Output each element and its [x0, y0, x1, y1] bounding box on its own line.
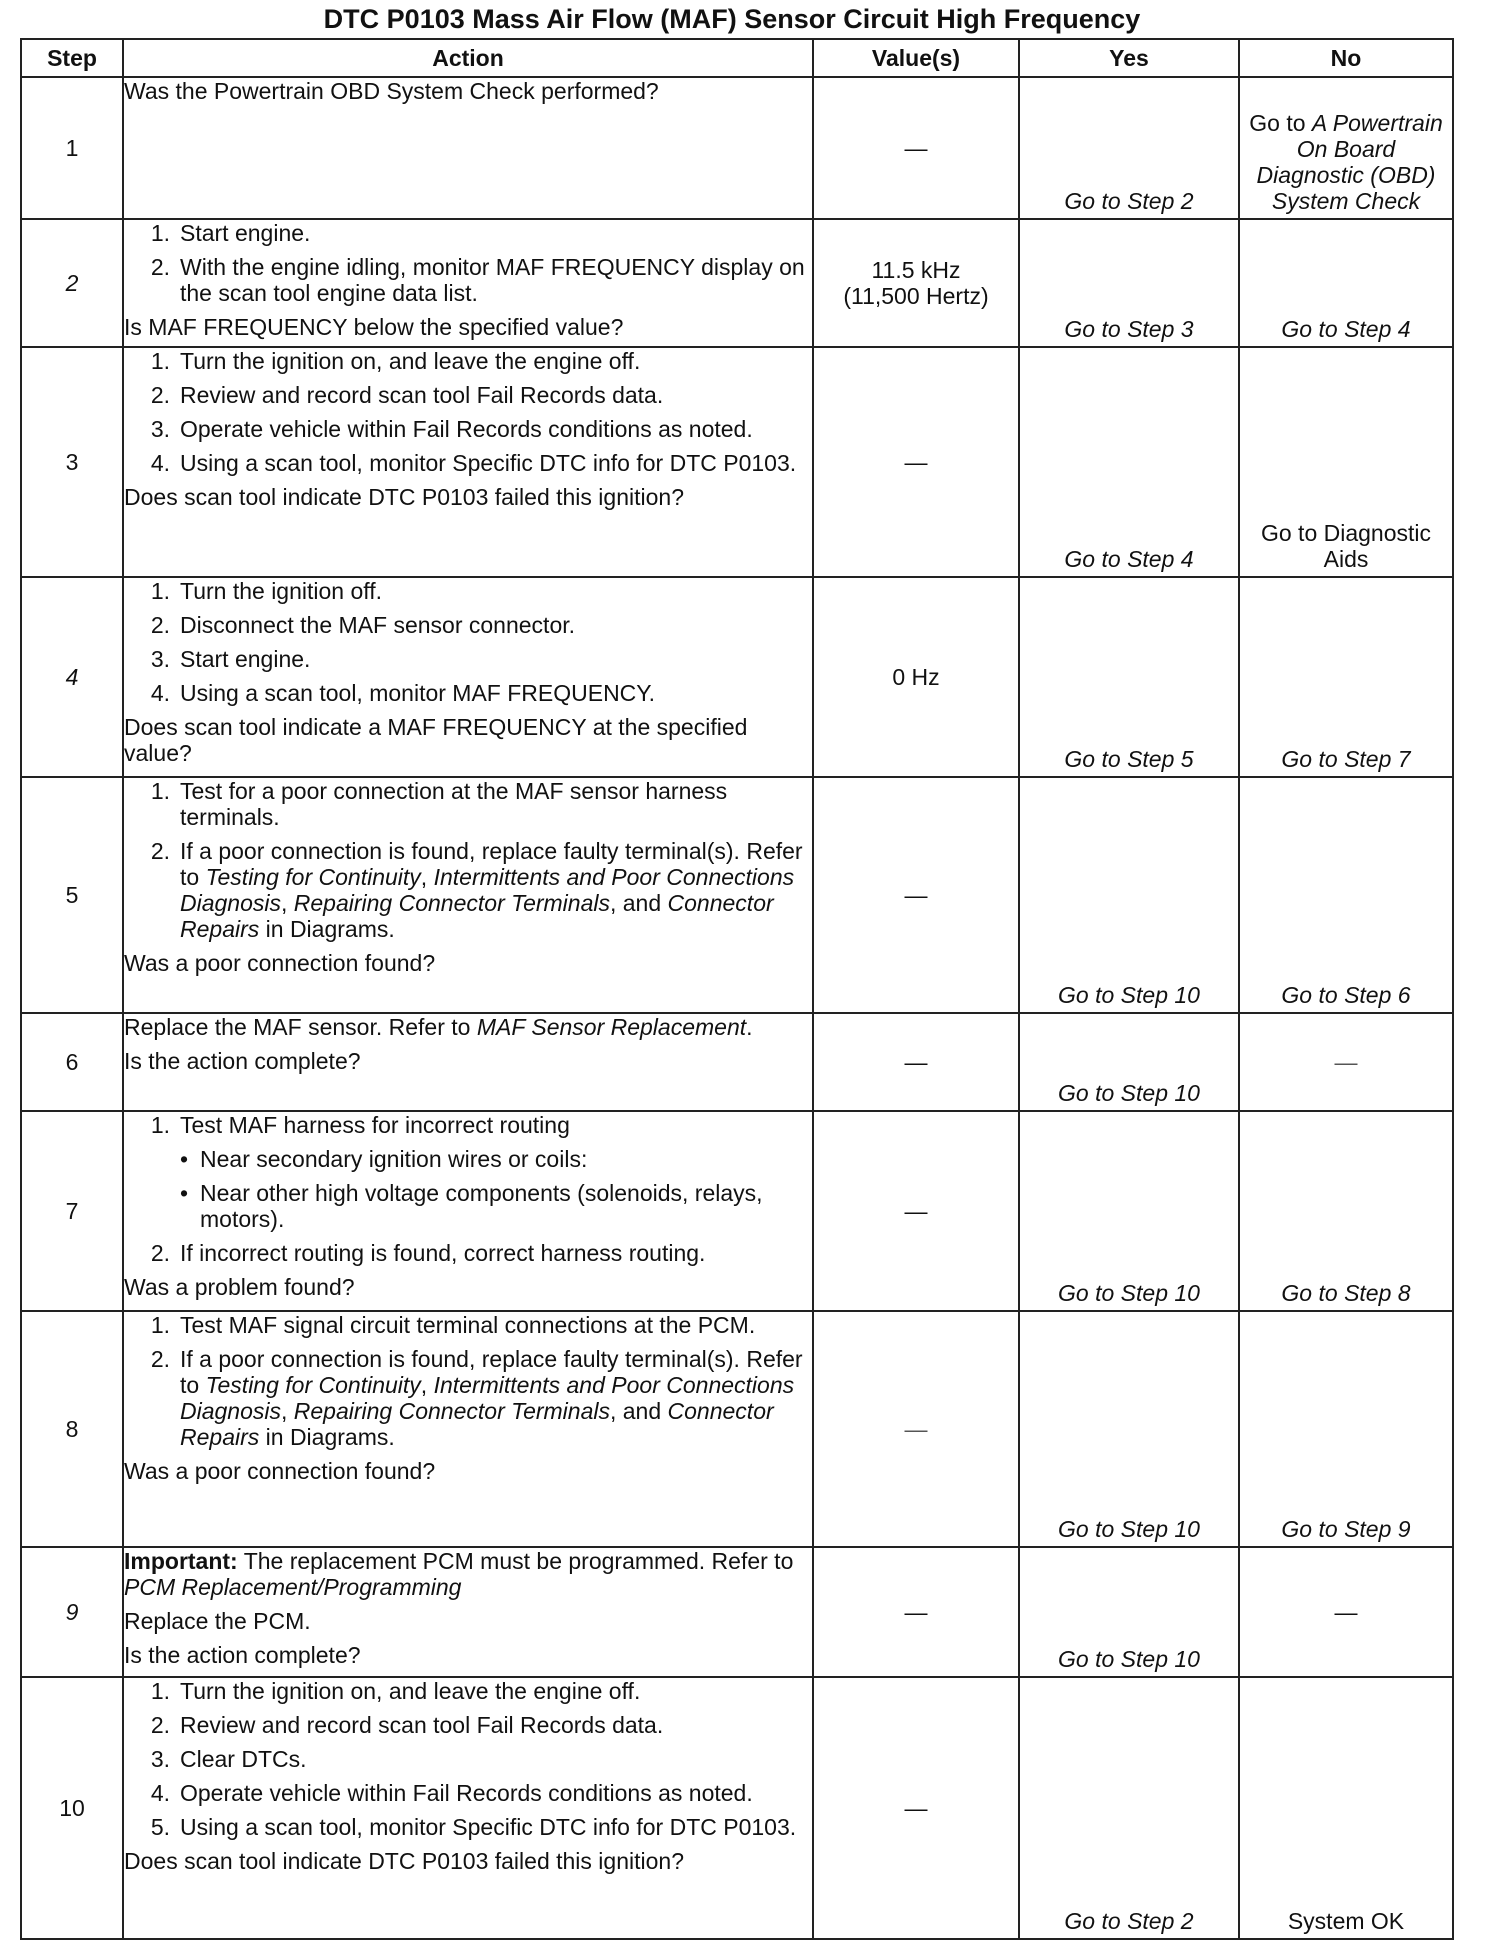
- table-row-step-2: [21, 219, 1453, 347]
- action-item: 2. Review and record scan tool Fail Records data.: [150, 382, 664, 408]
- diagnostic-table: [20, 38, 1454, 1940]
- action-cell: [123, 347, 813, 577]
- no-link: A Powertrain On Board Diagnostic (OBD) System Check: [1256, 110, 1443, 214]
- table-row-step-8: [21, 1311, 1453, 1547]
- step-number: 9: [21, 1547, 123, 1677]
- yes-cell: Go to Step 5: [1019, 577, 1239, 777]
- value-cell: —: [813, 1111, 1019, 1311]
- action-item: 4. Using a scan tool, monitor Specific DTC info for DTC P0103.: [150, 450, 797, 476]
- value-line: (11,500 Hertz): [843, 283, 989, 309]
- no-cell: [1239, 77, 1453, 219]
- step-number: 4: [21, 577, 123, 777]
- no-cell: Go to Step 8: [1239, 1111, 1453, 1311]
- action-text: Replace the PCM.: [124, 1608, 311, 1634]
- step-number: 3: [21, 347, 123, 577]
- header-no: No: [1239, 39, 1453, 77]
- question-text: Is the action complete?: [124, 1642, 361, 1668]
- header-action: Action: [123, 39, 813, 77]
- no-cell: Go to Step 9: [1239, 1311, 1453, 1547]
- value-cell: —: [813, 1311, 1019, 1547]
- value-cell: —: [813, 1677, 1019, 1939]
- action-cell: [123, 1311, 813, 1547]
- table-row-step-3: [21, 347, 1453, 577]
- action-item: 1. Turn the ignition on, and leave the engine off.: [150, 1678, 641, 1704]
- action-item: 5. Using a scan tool, monitor Specific DTC info for DTC P0103.: [150, 1814, 797, 1840]
- action-item: 2. Disconnect the MAF sensor connector.: [150, 612, 576, 638]
- question-text: Does scan tool indicate a MAF FREQUENCY at the specified value?: [124, 714, 748, 766]
- action-text: Replace the MAF sensor. Refer to MAF Sensor Replacement.: [124, 1014, 753, 1040]
- question-text: Was a poor connection found?: [124, 1458, 436, 1484]
- yes-cell: Go to Step 10: [1019, 1013, 1239, 1111]
- step-number: 7: [21, 1111, 123, 1311]
- header-yes: Yes: [1019, 39, 1239, 77]
- action-item: 3. Start engine.: [150, 646, 311, 672]
- no-cell: Go to Diagnostic Aids: [1239, 347, 1453, 577]
- action-item: 2. With the engine idling, monitor MAF FREQUENCY display on the scan tool engine data list.: [150, 254, 805, 306]
- action-item: 1. Test MAF harness for incorrect routing: [150, 1112, 570, 1138]
- table-row-step-10: [21, 1677, 1453, 1939]
- question-text: Does scan tool indicate DTC P0103 failed this ignition?: [124, 1848, 684, 1874]
- action-cell: [123, 219, 813, 347]
- step-number: 10: [21, 1677, 123, 1939]
- action-item: 1. Test for a poor connection at the MAF sensor harness terminals.: [150, 778, 728, 830]
- page-title: DTC P0103 Mass Air Flow (MAF) Sensor Circuit High Frequency: [323, 4, 1141, 34]
- action-cell: [123, 577, 813, 777]
- action-item: 2. Review and record scan tool Fail Records data.: [150, 1712, 664, 1738]
- action-item: 2. If a poor connection is found, replace faulty terminal(s). Refer to Testing for Continuity, Intermittents and Poor Connections Diagnosis, Repairing Connector Terminals, and Connector Repairs in Diagrams.: [150, 838, 803, 942]
- question-text: Is MAF FREQUENCY below the specified value?: [124, 314, 624, 340]
- action-item: 1. Turn the ignition on, and leave the engine off.: [150, 348, 641, 374]
- question-text: Is the action complete?: [124, 1048, 361, 1074]
- no-prefix: Go to: [1249, 110, 1312, 136]
- table-row-step-7: [21, 1111, 1453, 1311]
- value-cell: —: [813, 1547, 1019, 1677]
- action-item: 2. If incorrect routing is found, correct harness routing.: [150, 1240, 706, 1266]
- value-cell: [813, 219, 1019, 347]
- bullet-item: • Near other high voltage components (solenoids, relays, motors).: [180, 1180, 763, 1232]
- table-row-step-5: [21, 777, 1453, 1013]
- no-cell: System OK: [1239, 1677, 1453, 1939]
- table-row-step-9: [21, 1547, 1453, 1677]
- no-cell: —: [1239, 1013, 1453, 1111]
- value-cell: —: [813, 77, 1019, 219]
- action-cell: [123, 777, 813, 1013]
- no-cell: Go to Step 7: [1239, 577, 1453, 777]
- no-cell: Go to Step 4: [1239, 219, 1453, 347]
- action-cell: [123, 1111, 813, 1311]
- yes-cell: Go to Step 10: [1019, 1111, 1239, 1311]
- value-cell: —: [813, 1013, 1019, 1111]
- yes-cell: Go to Step 10: [1019, 1311, 1239, 1547]
- step-number: 2: [21, 219, 123, 347]
- action-cell: [123, 1013, 813, 1111]
- step-number: 1: [21, 77, 123, 219]
- action-item: 3. Operate vehicle within Fail Records conditions as noted.: [150, 416, 753, 442]
- step-number: 6: [21, 1013, 123, 1111]
- action-item: 1. Turn the ignition off.: [150, 578, 383, 604]
- action-item: 1. Start engine.: [150, 220, 311, 246]
- table-row-step-6: [21, 1013, 1453, 1111]
- value-cell: —: [813, 777, 1019, 1013]
- yes-cell: Go to Step 3: [1019, 219, 1239, 347]
- no-cell: —: [1239, 1547, 1453, 1677]
- action-cell: [123, 1677, 813, 1939]
- yes-cell: Go to Step 10: [1019, 1547, 1239, 1677]
- header-step: Step: [21, 39, 123, 77]
- table-row-step-1: [21, 77, 1453, 219]
- bullet-item: • Near secondary ignition wires or coils:: [180, 1146, 588, 1172]
- question-text: Was the Powertrain OBD System Check performed?: [124, 78, 659, 104]
- no-cell: Go to Step 6: [1239, 777, 1453, 1013]
- value-cell: —: [813, 347, 1019, 577]
- question-text: Does scan tool indicate DTC P0103 failed this ignition?: [124, 484, 684, 510]
- value-line: 11.5 kHz: [871, 257, 961, 283]
- value-cell: 0 Hz: [813, 577, 1019, 777]
- action-item: 3. Clear DTCs.: [150, 1746, 307, 1772]
- step-number: 5: [21, 777, 123, 1013]
- header-values: Value(s): [813, 39, 1019, 77]
- table-header-row: [21, 39, 1453, 77]
- action-item: 2. If a poor connection is found, replace faulty terminal(s). Refer to Testing for Continuity, Intermittents and Poor Connections Diagnosis, Repairing Connector Terminals, and Connector Repairs in Diagrams.: [150, 1346, 803, 1450]
- action-cell: [123, 77, 813, 219]
- question-text: Was a poor connection found?: [124, 950, 436, 976]
- yes-cell: Go to Step 2: [1019, 77, 1239, 219]
- yes-cell: Go to Step 10: [1019, 777, 1239, 1013]
- action-item: 1. Test MAF signal circuit terminal connections at the PCM.: [150, 1312, 756, 1338]
- question-text: Was a problem found?: [124, 1274, 355, 1300]
- important-note: Important: The replacement PCM must be programmed. Refer to PCM Replacement/Programming: [124, 1548, 794, 1600]
- action-cell: [123, 1547, 813, 1677]
- table-row-step-4: [21, 577, 1453, 777]
- action-item: 4. Using a scan tool, monitor MAF FREQUENCY.: [150, 680, 656, 706]
- yes-cell: Go to Step 4: [1019, 347, 1239, 577]
- yes-cell: Go to Step 2: [1019, 1677, 1239, 1939]
- step-number: 8: [21, 1311, 123, 1547]
- action-item: 4. Operate vehicle within Fail Records conditions as noted.: [150, 1780, 753, 1806]
